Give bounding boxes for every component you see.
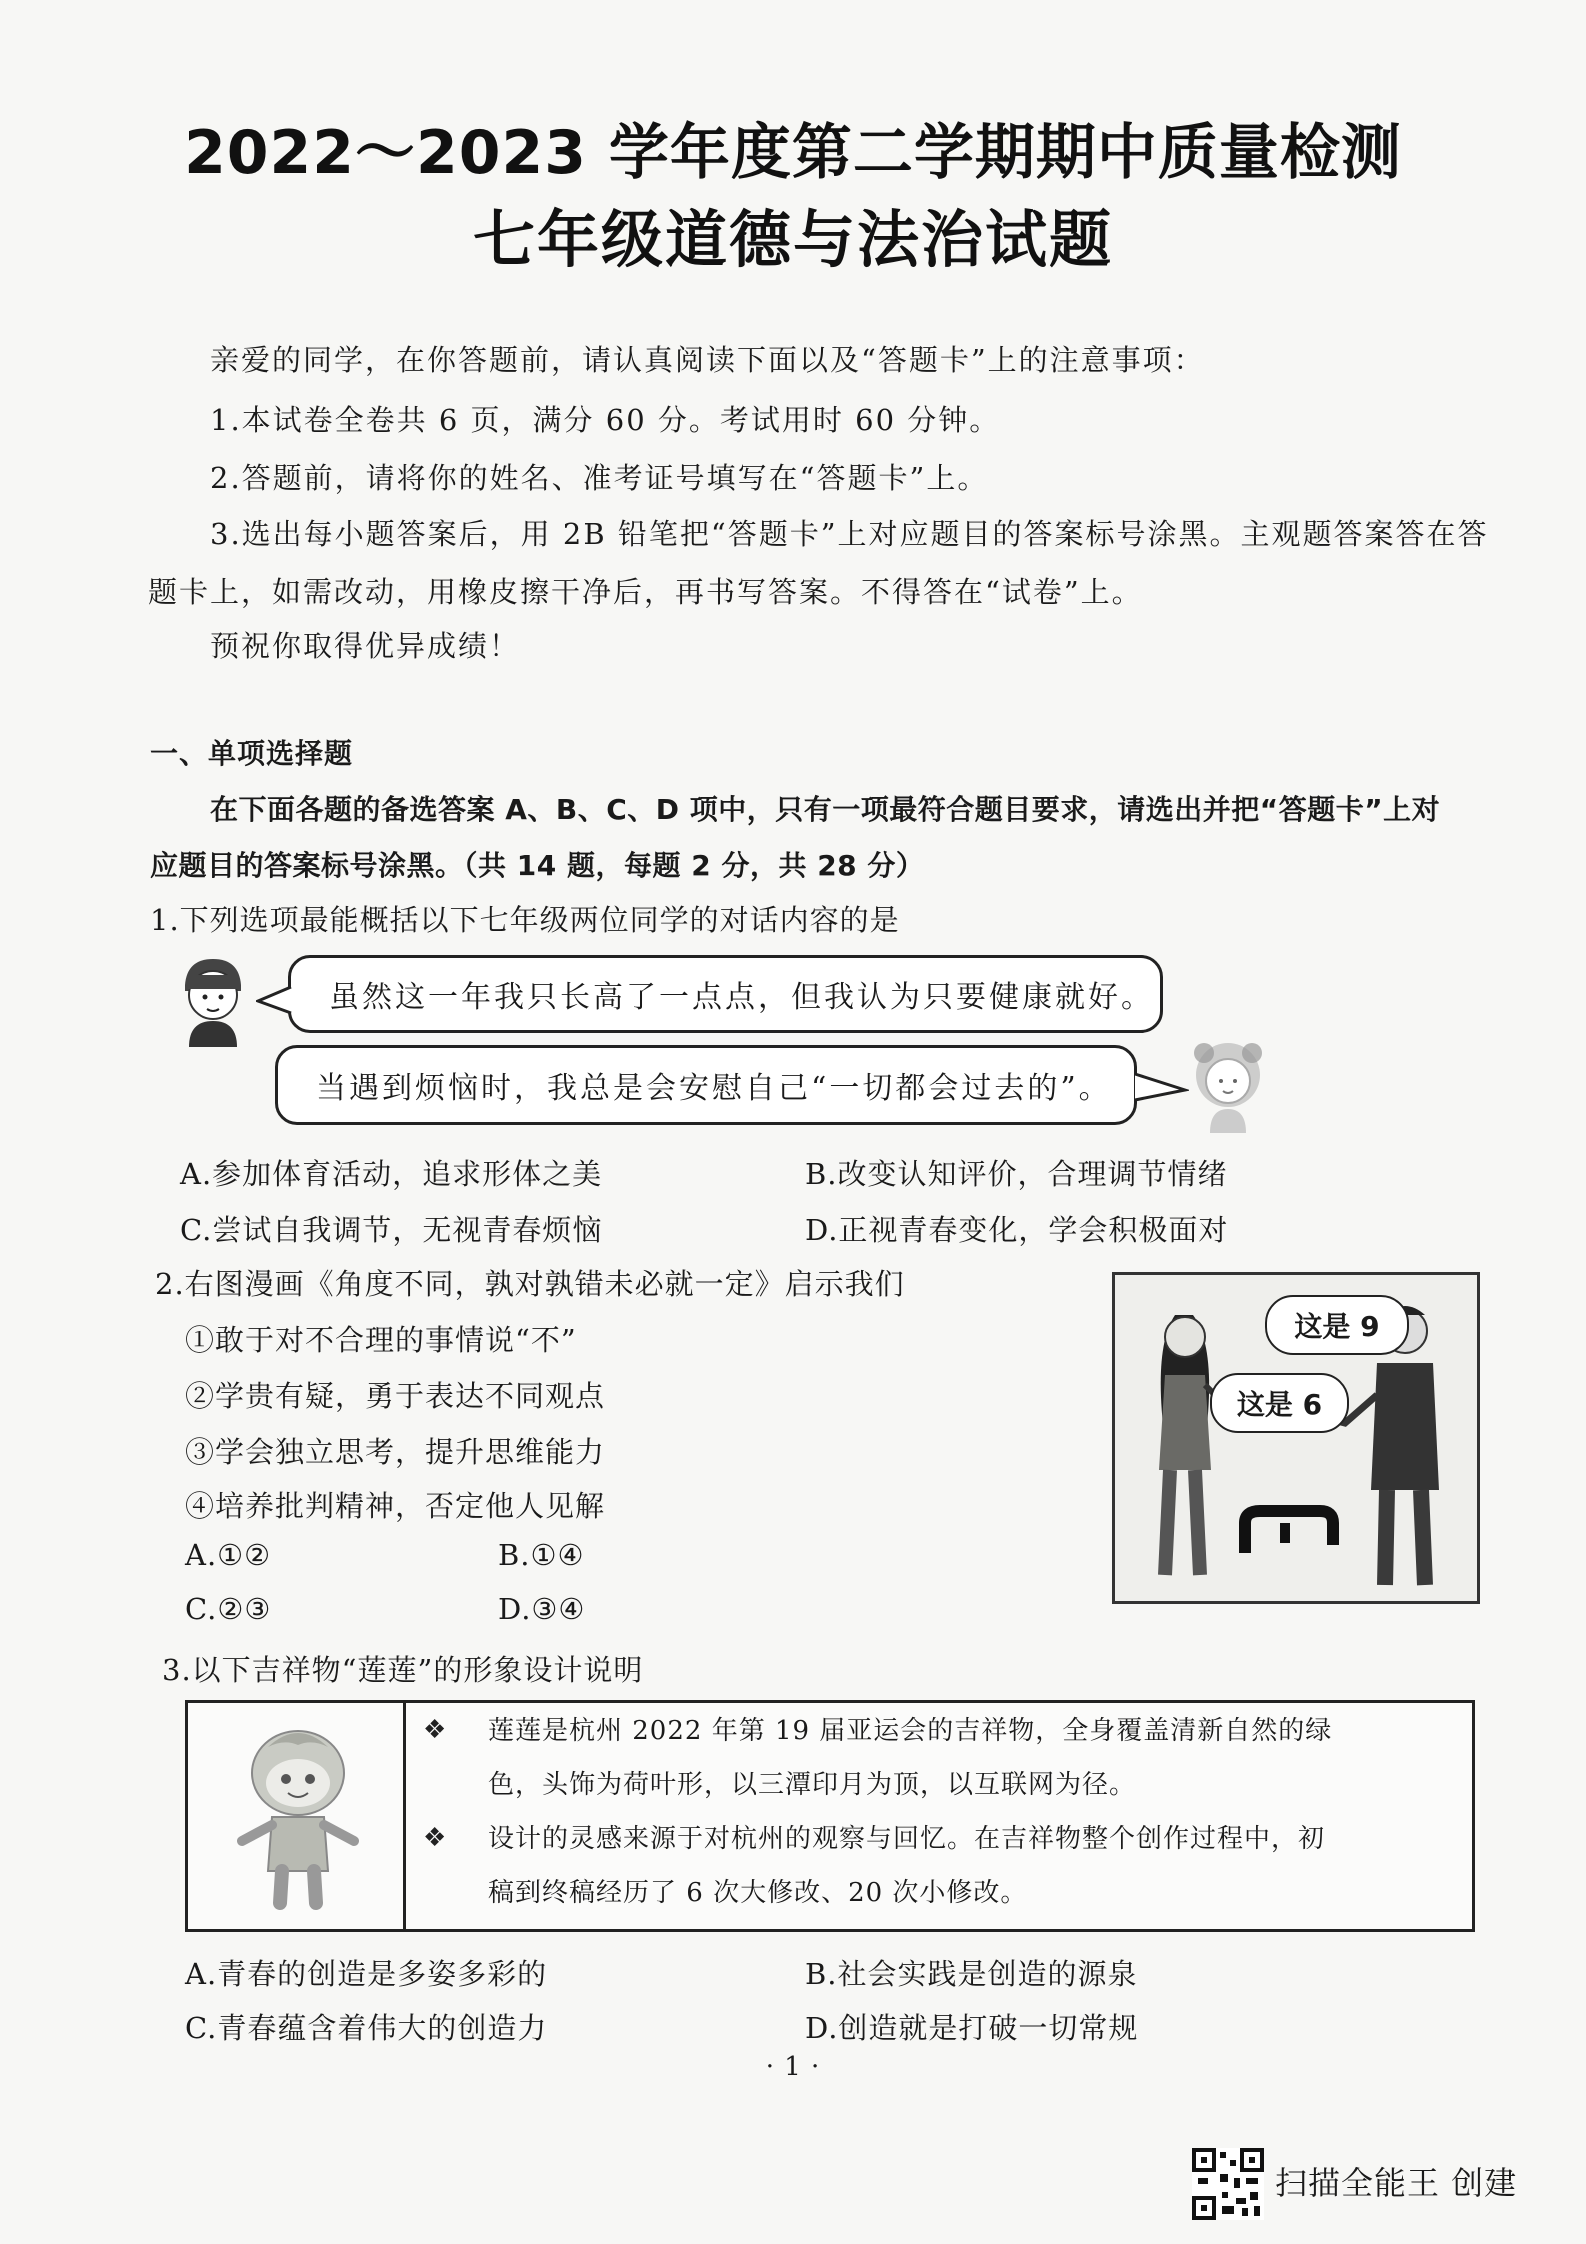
- instruction-item-3: 3.选出每小题答案后，用 2B 铅笔把“答题卡”上对应题目的答案标号涂黑。主观题答案答在答: [210, 517, 1489, 551]
- exam-title: 2022～2023 学年度第二学期期中质量检测: [184, 118, 1402, 188]
- bubble-tail-left: [256, 985, 292, 1015]
- speech-bubble-man-text: 这是 9: [1294, 1310, 1380, 1343]
- question-1-option-c[interactable]: C.尝试自我调节，无视青春烦恼: [180, 1213, 603, 1247]
- question-3-option-d[interactable]: D.创造就是打破一切常规: [805, 2011, 1139, 2045]
- bullet-diamond-2: ❖: [423, 1823, 447, 1853]
- mascot-lianlian-image: [228, 1721, 368, 1911]
- question-3-option-b[interactable]: B.社会实践是创造的源泉: [805, 1957, 1138, 1991]
- bubble-tail-right: [1133, 1070, 1189, 1104]
- question-3-stem: 3.以下吉祥物“莲莲”的形象设计说明: [162, 1653, 644, 1687]
- instructions-greeting: 亲爱的同学，在你答题前，请认真阅读下面以及“答题卡”上的注意事项：: [210, 343, 1205, 377]
- question-2-option-b[interactable]: B.①④: [498, 1538, 585, 1572]
- question-1-option-d[interactable]: D.正视青春变化，学会积极面对: [805, 1213, 1229, 1247]
- question-1-option-a[interactable]: A.参加体育活动，追求形体之美: [180, 1157, 603, 1191]
- instructions-wish: 预祝你取得优异成绩！: [210, 629, 521, 663]
- question-2-statement-1: ①敢于对不合理的事情说“不”: [185, 1323, 577, 1357]
- question-1-stem: 1.下列选项最能概括以下七年级两位同学的对话内容的是: [150, 903, 900, 937]
- question-3-option-a[interactable]: A.青春的创造是多姿多彩的: [185, 1957, 548, 1991]
- speech-bubble-girl: [275, 1045, 1137, 1125]
- girl-avatar: [1188, 1035, 1268, 1135]
- mascot-info-box: [185, 1700, 1475, 1932]
- question-2-option-d[interactable]: D.③④: [498, 1592, 586, 1626]
- speech-bubble-woman-text: 这是 6: [1236, 1388, 1323, 1421]
- question-2-statement-3: ③学会独立思考，提升思维能力: [185, 1435, 606, 1469]
- speech-bubble-woman: [1210, 1373, 1349, 1433]
- speech-bubble-man: [1265, 1295, 1409, 1355]
- question-3-option-c[interactable]: C.青春蕴含着伟大的创造力: [185, 2011, 548, 2045]
- instruction-item-3-cont: 题卡上，如需改动，用橡皮擦干净后，再书写答案。不得答在“试卷”上。: [148, 575, 1143, 609]
- question-2-cartoon: [1112, 1272, 1480, 1604]
- section-description-cont: 应题目的答案标号涂黑。（共 14 题，每题 2 分，共 28 分）: [150, 849, 925, 882]
- question-1-option-b[interactable]: B.改变认知评价，合理调节情绪: [805, 1157, 1228, 1191]
- mascot-box-divider: [403, 1703, 406, 1929]
- boy-avatar: [175, 955, 250, 1050]
- scanner-watermark: 扫描全能王 创建: [1275, 2164, 1518, 2202]
- question-2-statement-2: ②学贵有疑，勇于表达不同观点: [185, 1379, 606, 1413]
- instruction-item-1: 1.本试卷全卷共 6 页，满分 60 分。考试用时 60 分钟。: [210, 403, 1001, 437]
- question-2-statement-4: ④培养批判精神，否定他人见解: [185, 1489, 606, 1523]
- bullet-diamond-1: ❖: [423, 1715, 447, 1745]
- mascot-description-line-2: 色，头饰为荷叶形，以三潭印月为顶，以互联网为径。: [488, 1770, 1137, 1800]
- speech-bubble-boy: [288, 955, 1163, 1033]
- mascot-description-line-1: 莲莲是杭州 2022 年第 19 届亚运会的吉祥物，全身覆盖清新自然的绿: [488, 1716, 1333, 1746]
- mascot-description-line-3: 设计的灵感来源于对杭州的观察与回忆。在吉祥物整个创作过程中，初: [488, 1824, 1326, 1854]
- speech-bubble-boy-text: 虽然这一年我只长高了一点点，但我认为只要健康就好。: [329, 980, 1154, 1015]
- exam-subtitle: 七年级道德与法治试题: [472, 203, 1113, 276]
- question-2-option-c[interactable]: C.②③: [185, 1592, 272, 1626]
- qr-code-icon: [1192, 2148, 1264, 2220]
- section-heading: 一、单项选择题: [150, 737, 354, 770]
- page-number: · 1 ·: [765, 2052, 821, 2082]
- speech-bubble-girl-text: 当遇到烦恼时，我总是会安慰自己“一切都会过去的”。: [316, 1071, 1112, 1106]
- question-2-stem: 2.右图漫画《角度不同，孰对孰错未必就一定》启示我们: [155, 1267, 905, 1301]
- question-2-option-a[interactable]: A.①②: [185, 1538, 272, 1572]
- mascot-description-line-4: 稿到终稿经历了 6 次大修改、20 次小修改。: [488, 1878, 1028, 1908]
- section-description: 在下面各题的备选答案 A、B、C、D 项中，只有一项最符合题目要求，请选出并把“答题卡”上对: [210, 793, 1441, 826]
- instruction-item-2: 2.答题前，请将你的姓名、准考证号填写在“答题卡”上。: [210, 461, 989, 495]
